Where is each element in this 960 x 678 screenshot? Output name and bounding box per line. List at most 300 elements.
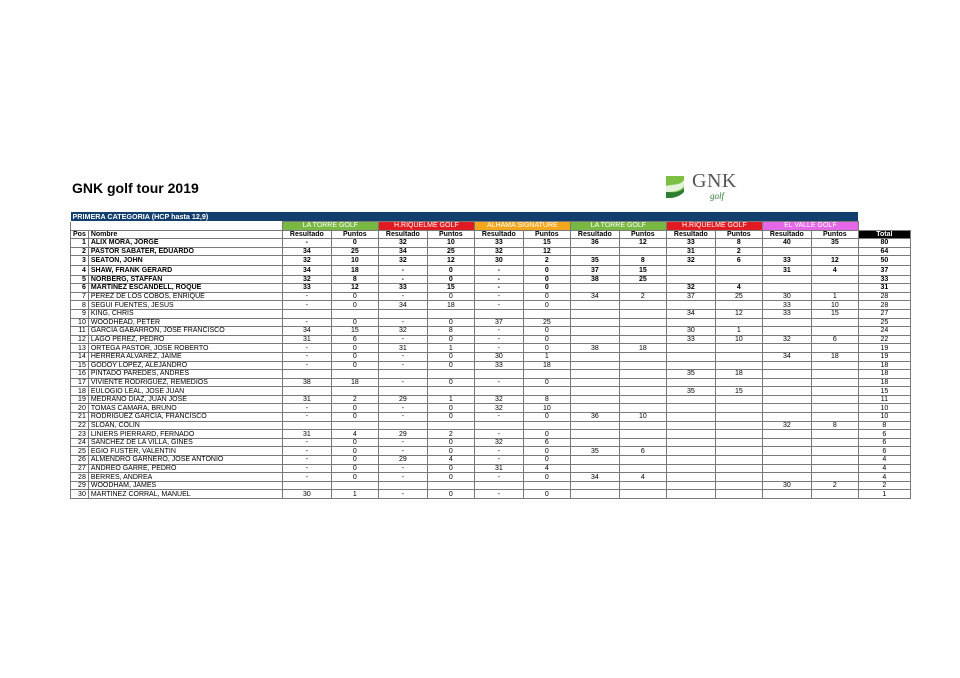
result-cell: 31 <box>762 265 811 275</box>
points-cell: 0 <box>331 464 378 473</box>
result-cell <box>666 490 715 499</box>
result-cell <box>762 275 811 284</box>
result-cell: - <box>378 378 427 387</box>
result-cell: 32 <box>474 395 523 404</box>
table-row <box>71 239 911 248</box>
result-cell: - <box>474 301 523 310</box>
points-cell <box>331 421 378 430</box>
table-row <box>71 430 911 439</box>
points-cell <box>427 481 474 490</box>
page-title: GNK golf tour 2019 <box>72 180 199 196</box>
points-header-6: Puntos <box>811 230 858 239</box>
points-cell <box>619 378 666 387</box>
result-cell: - <box>282 301 331 310</box>
row-player-name: LAGO PEREZ, PEDRO <box>88 335 282 344</box>
result-cell <box>762 413 811 422</box>
result-cell <box>378 387 427 396</box>
table-row <box>71 292 911 301</box>
points-cell: 18 <box>619 344 666 353</box>
total-cell: 18 <box>858 378 910 387</box>
points-cell <box>715 344 762 353</box>
result-cell: - <box>378 438 427 447</box>
points-cell: 12 <box>427 256 474 266</box>
points-cell: 0 <box>331 438 378 447</box>
table-row <box>71 309 911 318</box>
result-cell: - <box>378 265 427 275</box>
column-header-row <box>71 230 911 239</box>
points-cell: 10 <box>619 413 666 422</box>
points-cell <box>715 301 762 310</box>
points-cell <box>811 447 858 456</box>
result-cell: - <box>474 327 523 336</box>
points-cell <box>619 352 666 361</box>
points-cell <box>523 370 570 379</box>
total-cell: 31 <box>858 284 910 293</box>
result-cell <box>282 421 331 430</box>
points-cell <box>715 464 762 473</box>
points-cell <box>619 490 666 499</box>
row-position: 28 <box>71 473 89 482</box>
table-row <box>71 481 911 490</box>
points-cell: 18 <box>427 301 474 310</box>
points-cell <box>619 464 666 473</box>
row-player-name: MARTINEZ ESCANDELL, ROQUE <box>88 284 282 293</box>
result-cell: - <box>378 413 427 422</box>
points-cell: 0 <box>523 301 570 310</box>
row-player-name: ALIX MORA, JORGE <box>88 239 282 248</box>
pos-header: Pos <box>71 230 89 239</box>
result-cell: 35 <box>666 370 715 379</box>
result-cell <box>666 421 715 430</box>
points-cell: 0 <box>523 430 570 439</box>
result-cell <box>762 464 811 473</box>
result-cell <box>666 438 715 447</box>
points-cell: 25 <box>715 292 762 301</box>
points-cell <box>811 370 858 379</box>
row-player-name: LINIERS PIERRARD, FERNADO <box>88 430 282 439</box>
points-cell: 18 <box>715 370 762 379</box>
points-cell <box>619 370 666 379</box>
result-header-1: Resultado <box>282 230 331 239</box>
total-cell: 10 <box>858 413 910 422</box>
table-row <box>71 464 911 473</box>
row-player-name: GODOY LOPEZ, ALEJANDRO <box>88 361 282 370</box>
total-cell: 22 <box>858 335 910 344</box>
result-cell <box>666 473 715 482</box>
result-cell: 32 <box>474 404 523 413</box>
points-cell <box>715 413 762 422</box>
result-cell <box>666 318 715 327</box>
result-cell: 31 <box>282 430 331 439</box>
result-cell <box>570 464 619 473</box>
result-cell <box>474 370 523 379</box>
points-cell <box>619 335 666 344</box>
points-cell <box>715 490 762 499</box>
result-cell <box>570 456 619 465</box>
points-cell: 1 <box>427 395 474 404</box>
result-cell <box>762 430 811 439</box>
result-cell <box>666 447 715 456</box>
table-row <box>71 387 911 396</box>
result-cell: - <box>474 284 523 293</box>
points-cell: 2 <box>619 292 666 301</box>
points-cell <box>811 490 858 499</box>
points-cell: 0 <box>427 378 474 387</box>
points-cell <box>715 430 762 439</box>
points-cell <box>715 378 762 387</box>
points-cell: 2 <box>427 430 474 439</box>
row-player-name: SANCHEZ DE LA VILLA, GINES <box>88 438 282 447</box>
points-cell <box>811 464 858 473</box>
total-cell: 2 <box>858 481 910 490</box>
result-cell: - <box>474 378 523 387</box>
points-cell <box>523 421 570 430</box>
result-cell: - <box>378 404 427 413</box>
result-cell <box>282 481 331 490</box>
points-cell <box>715 395 762 404</box>
result-cell <box>666 413 715 422</box>
result-cell: - <box>474 490 523 499</box>
table-row <box>71 456 911 465</box>
points-cell: 4 <box>619 473 666 482</box>
points-cell: 10 <box>523 404 570 413</box>
points-cell: 0 <box>523 292 570 301</box>
row-player-name: PEREZ DE LOS COBOS, ENRIQUE <box>88 292 282 301</box>
result-cell: 33 <box>474 361 523 370</box>
points-cell <box>619 430 666 439</box>
result-cell: 32 <box>378 327 427 336</box>
result-cell: 32 <box>762 335 811 344</box>
table-row <box>71 395 911 404</box>
points-cell: 35 <box>811 239 858 248</box>
result-cell: - <box>474 430 523 439</box>
points-cell <box>811 275 858 284</box>
result-cell: 35 <box>666 387 715 396</box>
points-cell: 0 <box>331 413 378 422</box>
points-cell <box>811 404 858 413</box>
row-position: 17 <box>71 378 89 387</box>
row-player-name: SEATON, JOHN <box>88 256 282 266</box>
points-cell: 0 <box>331 239 378 248</box>
points-cell <box>619 395 666 404</box>
total-cell: 28 <box>858 292 910 301</box>
result-cell: - <box>282 438 331 447</box>
row-player-name: TOMAS CAMARA, BRUNO <box>88 404 282 413</box>
points-cell <box>331 370 378 379</box>
result-cell <box>762 361 811 370</box>
result-cell <box>666 361 715 370</box>
points-cell <box>331 309 378 318</box>
points-cell: 12 <box>619 239 666 248</box>
points-cell: 0 <box>427 335 474 344</box>
points-cell: 0 <box>427 318 474 327</box>
points-cell <box>619 387 666 396</box>
result-cell <box>570 309 619 318</box>
result-cell: 34 <box>570 473 619 482</box>
result-cell: - <box>378 447 427 456</box>
result-cell: - <box>378 318 427 327</box>
result-cell: 37 <box>570 265 619 275</box>
row-position: 7 <box>71 292 89 301</box>
table-row <box>71 361 911 370</box>
points-cell <box>619 301 666 310</box>
result-cell: - <box>282 404 331 413</box>
points-cell: 15 <box>619 265 666 275</box>
points-cell: 15 <box>811 309 858 318</box>
total-cell: 25 <box>858 318 910 327</box>
points-cell <box>715 421 762 430</box>
points-cell: 25 <box>523 318 570 327</box>
result-cell: 33 <box>666 335 715 344</box>
row-player-name: PASTOR SABATER, EDUARDO <box>88 247 282 256</box>
points-cell: 0 <box>331 456 378 465</box>
points-cell: 4 <box>523 464 570 473</box>
result-cell: 34 <box>282 265 331 275</box>
logo-text: GNK <box>692 170 737 192</box>
row-position: 3 <box>71 256 89 266</box>
points-cell: 10 <box>331 256 378 266</box>
total-cell: 19 <box>858 344 910 353</box>
points-cell: 15 <box>427 284 474 293</box>
points-cell <box>715 275 762 284</box>
points-cell <box>715 404 762 413</box>
points-cell <box>811 387 858 396</box>
points-cell <box>523 309 570 318</box>
points-cell: 12 <box>715 309 762 318</box>
points-cell <box>619 309 666 318</box>
points-cell <box>619 421 666 430</box>
result-cell <box>570 370 619 379</box>
points-cell: 0 <box>331 361 378 370</box>
result-cell <box>570 284 619 293</box>
result-cell <box>474 387 523 396</box>
result-cell: 36 <box>570 239 619 248</box>
row-position: 16 <box>71 370 89 379</box>
points-cell <box>811 395 858 404</box>
points-cell: 18 <box>331 378 378 387</box>
result-cell <box>762 284 811 293</box>
points-cell: 8 <box>619 256 666 266</box>
course-header-6: EL VALLE GOLF <box>762 222 858 231</box>
result-cell <box>666 456 715 465</box>
result-header-4: Resultado <box>570 230 619 239</box>
points-cell <box>811 344 858 353</box>
points-cell: 0 <box>523 447 570 456</box>
result-cell: 30 <box>762 481 811 490</box>
row-position: 5 <box>71 275 89 284</box>
total-cell: 18 <box>858 370 910 379</box>
table-row <box>71 447 911 456</box>
result-cell: 31 <box>666 247 715 256</box>
points-cell: 0 <box>523 327 570 336</box>
points-cell <box>811 318 858 327</box>
points-cell: 25 <box>619 275 666 284</box>
table-row <box>71 265 911 275</box>
result-cell: 35 <box>570 256 619 266</box>
result-cell <box>762 370 811 379</box>
result-cell <box>666 378 715 387</box>
points-cell: 10 <box>427 239 474 248</box>
row-position: 26 <box>71 456 89 465</box>
points-cell: 0 <box>427 275 474 284</box>
result-cell <box>666 404 715 413</box>
result-cell <box>570 361 619 370</box>
points-cell: 0 <box>331 473 378 482</box>
result-cell: - <box>282 318 331 327</box>
points-cell: 0 <box>523 473 570 482</box>
result-cell: - <box>378 490 427 499</box>
points-cell: 0 <box>427 352 474 361</box>
points-cell <box>619 327 666 336</box>
total-cell: 19 <box>858 352 910 361</box>
row-position: 23 <box>71 430 89 439</box>
table-row <box>71 284 911 293</box>
row-position: 4 <box>71 265 89 275</box>
points-cell: 0 <box>427 292 474 301</box>
points-cell <box>427 309 474 318</box>
result-cell: - <box>282 456 331 465</box>
result-header-3: Resultado <box>474 230 523 239</box>
row-position: 8 <box>71 301 89 310</box>
table-row <box>71 318 911 327</box>
result-cell: 35 <box>570 447 619 456</box>
total-cell: 1 <box>858 490 910 499</box>
result-cell: 34 <box>282 247 331 256</box>
table-row <box>71 275 911 284</box>
result-cell <box>282 309 331 318</box>
row-player-name: ANDREO GARRE, PEDRO <box>88 464 282 473</box>
result-cell <box>474 481 523 490</box>
points-cell: 25 <box>331 247 378 256</box>
result-cell: - <box>378 335 427 344</box>
course-header-3: ALHAMA SIGNATURE <box>474 222 570 231</box>
points-cell: 0 <box>427 413 474 422</box>
points-cell: 0 <box>427 464 474 473</box>
points-cell: 12 <box>331 284 378 293</box>
points-cell: 18 <box>523 361 570 370</box>
result-cell <box>762 404 811 413</box>
total-cell: 37 <box>858 265 910 275</box>
points-cell: 0 <box>427 490 474 499</box>
points-cell <box>619 404 666 413</box>
result-cell <box>666 265 715 275</box>
total-cell: 15 <box>858 387 910 396</box>
points-cell: 1 <box>523 352 570 361</box>
points-cell: 0 <box>331 447 378 456</box>
result-cell: - <box>474 413 523 422</box>
points-cell <box>811 327 858 336</box>
result-cell: 37 <box>666 292 715 301</box>
row-position: 14 <box>71 352 89 361</box>
row-position: 20 <box>71 404 89 413</box>
result-cell <box>378 481 427 490</box>
row-player-name: KING, CHRIS <box>88 309 282 318</box>
row-position: 24 <box>71 438 89 447</box>
points-cell: 0 <box>427 361 474 370</box>
result-cell: 34 <box>378 247 427 256</box>
result-cell: - <box>474 473 523 482</box>
points-header-2: Puntos <box>427 230 474 239</box>
table-row <box>71 344 911 353</box>
result-cell: 34 <box>378 301 427 310</box>
row-player-name: HERRERA ALVAREZ, JAIME <box>88 352 282 361</box>
row-player-name: RODRIGUEZ GARCIA, FRANCISCO <box>88 413 282 422</box>
result-cell <box>666 464 715 473</box>
result-cell <box>666 481 715 490</box>
total-cell: 50 <box>858 256 910 266</box>
result-header-2: Resultado <box>378 230 427 239</box>
total-cell: 8 <box>858 421 910 430</box>
row-player-name: VIVIENTE RODRIGUEZ, REMEDIOS <box>88 378 282 387</box>
row-player-name: WOODHEAD, PETER <box>88 318 282 327</box>
points-cell <box>331 387 378 396</box>
result-cell: 30 <box>762 292 811 301</box>
points-cell: 1 <box>715 327 762 336</box>
total-cell: 28 <box>858 301 910 310</box>
table-row <box>71 421 911 430</box>
result-cell: 31 <box>474 464 523 473</box>
result-cell: 32 <box>282 275 331 284</box>
row-position: 11 <box>71 327 89 336</box>
row-player-name: SHAW, FRANK GERARD <box>88 265 282 275</box>
points-cell: 4 <box>715 284 762 293</box>
result-cell: 33 <box>762 309 811 318</box>
result-cell: 38 <box>282 378 331 387</box>
points-cell <box>811 413 858 422</box>
result-cell: 38 <box>570 275 619 284</box>
points-cell: 0 <box>523 490 570 499</box>
result-cell: 36 <box>570 413 619 422</box>
course-header-1: LA TORRE GOLF <box>282 222 378 231</box>
result-cell: 32 <box>282 256 331 266</box>
points-cell <box>619 438 666 447</box>
points-header-4: Puntos <box>619 230 666 239</box>
points-cell <box>715 456 762 465</box>
points-cell: 8 <box>811 421 858 430</box>
result-cell: 31 <box>378 344 427 353</box>
points-cell: 0 <box>331 344 378 353</box>
result-cell: 33 <box>762 301 811 310</box>
points-cell <box>715 318 762 327</box>
points-cell <box>523 481 570 490</box>
points-cell <box>619 481 666 490</box>
result-cell <box>570 318 619 327</box>
table-row <box>71 335 911 344</box>
result-cell: 40 <box>762 239 811 248</box>
result-cell <box>570 404 619 413</box>
row-player-name: GARCIA GABARRON, JOSE FRANCISCO <box>88 327 282 336</box>
result-cell: - <box>474 344 523 353</box>
points-cell: 1 <box>331 490 378 499</box>
points-cell: 0 <box>523 413 570 422</box>
points-cell <box>619 361 666 370</box>
result-cell: 37 <box>474 318 523 327</box>
points-cell <box>811 361 858 370</box>
points-cell: 0 <box>331 404 378 413</box>
points-cell: 4 <box>427 456 474 465</box>
table-row <box>71 404 911 413</box>
result-cell <box>378 370 427 379</box>
row-player-name: NORBERG, STAFFAN <box>88 275 282 284</box>
result-cell: 32 <box>474 438 523 447</box>
course-header-row <box>71 222 911 231</box>
total-cell: 4 <box>858 456 910 465</box>
row-position: 2 <box>71 247 89 256</box>
result-cell <box>570 247 619 256</box>
points-cell: 8 <box>331 275 378 284</box>
points-cell <box>715 361 762 370</box>
result-cell <box>762 378 811 387</box>
